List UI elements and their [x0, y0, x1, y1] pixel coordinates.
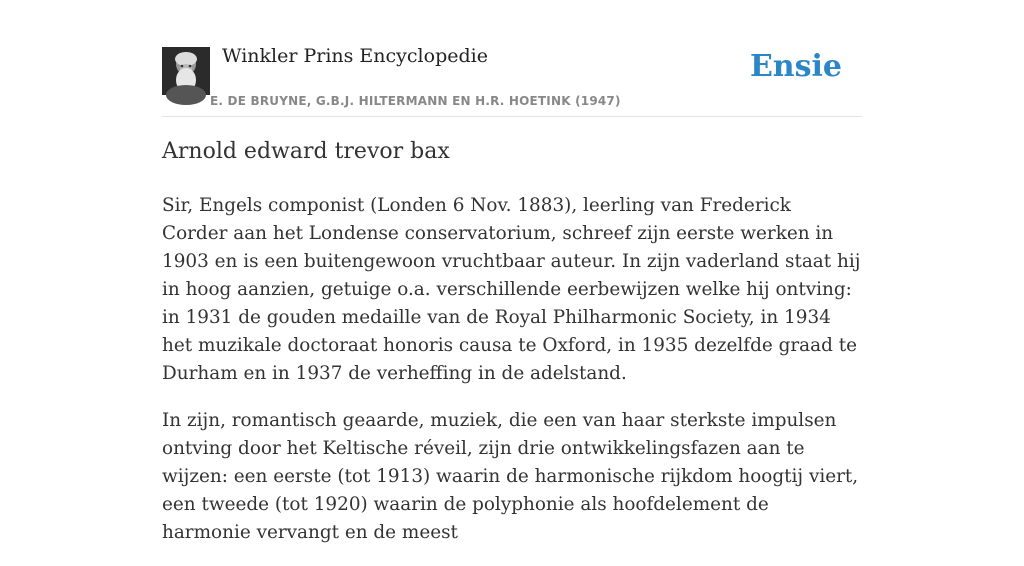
article-paragraph: In zijn, romantisch geaarde, muziek, die een van haar sterkste impulsen ontving door het Keltische réveil, zijn drie ontwikkelingsfazen aan te wijzen: een eerste (tot 1913) waarin de harmonische rijkdom hoogtij viert, een tweede (tot 1920) waarin de polyphonie als hoofdelement de harmonie vervangt en de meest — [162, 410, 859, 543]
ensie-logo-link[interactable]: Ensie — [749, 49, 842, 84]
source-header — [162, 0, 862, 117]
article-paragraph: Sir, Engels componist (Londen 6 Nov. 1883), leerling van Frederick Corder aan het Londense conservatorium, schreef zijn eerste werken in 1903 en is een buitengewoon vruchtbaar auteur. In zijn vaderland staat hij in hoog aanzien, getuige o.a. verschillende eerbewijzen welke hij ontving: in 1931 de gouden medaille van de Royal Philharmonic Society, in 1934 het muzikale doctoraat honoris causa te Oxford, in 1935 dezelfde graad te Durham en in 1937 de verheffing in de adelstand. — [162, 195, 861, 384]
article-title: Arnold edward trevor bax — [162, 139, 450, 164]
portrait-photo-icon — [162, 47, 210, 95]
source-title[interactable]: Winkler Prins Encyclopedie — [222, 45, 488, 67]
source-authors: E. DE BRUYNE, G.B.J. HILTERMANN EN H.R. HOETINK (1947) — [210, 94, 621, 108]
content-column — [162, 0, 862, 543]
article-body — [162, 192, 862, 566]
